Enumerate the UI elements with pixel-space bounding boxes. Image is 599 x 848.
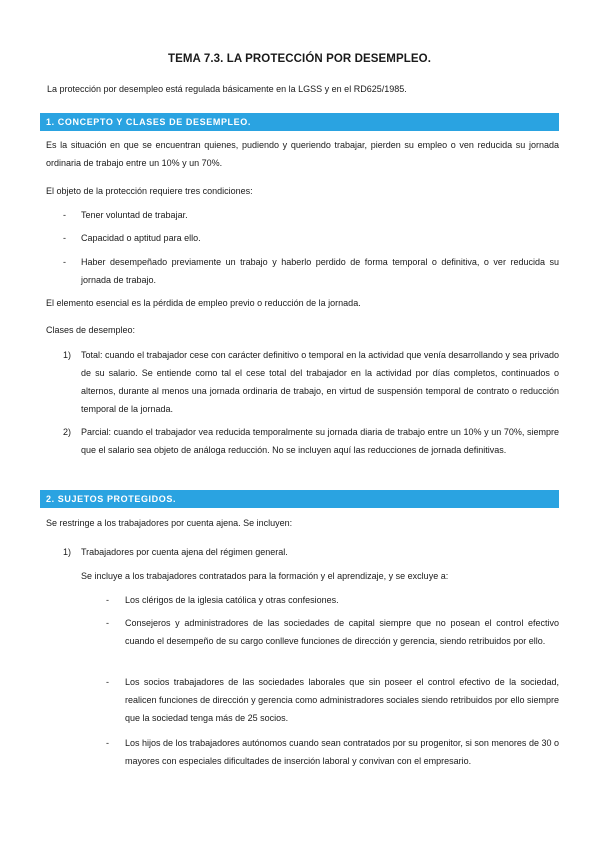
condition-item: Haber desempeñado previamente un trabajo y haberlo perdido de forma temporal o definitiva, o ver reducida su jornada de trabajo. [81, 257, 559, 285]
section-2-heading: 2. SUJETOS PROTEGIDOS. [40, 490, 559, 508]
intro-paragraph: La protección por desempleo está regulada básicamente en la LGSS y en el RD625/1985. [47, 84, 407, 94]
page-title: TEMA 7.3. LA PROTECCIÓN POR DESEMPLEO. [167, 53, 431, 65]
object-intro: El objeto de la protección requiere tres condiciones: [46, 186, 253, 196]
condition-item: Tener voluntad de trabajar. [81, 210, 188, 220]
dash-marker: - [63, 257, 66, 267]
excluded-item: Los clérigos de la iglesia católica y otras confesiones. [125, 595, 339, 605]
class-item-partial: Parcial: cuando el trabajador vea reducida temporalmente su jornada diaria de trabajo entre un 10% y un 70%, siempre que el salario sea objeto de análoga reducción. No se incluyen aquí las reducciones de jornada definitivas. [81, 427, 559, 455]
dash-marker: - [63, 233, 66, 243]
dash-marker: - [106, 677, 109, 687]
dash-marker: - [63, 210, 66, 220]
list-number: 1) [63, 547, 72, 557]
class-item-total: Total: cuando el trabajador cese con carácter definitivo o temporal en la actividad que venía desarrollando y sea privado de su salario. Se entiende como tal el cese total del trabajador en la actividad por días completos, continuados o alternos, durante al menos una jornada ordinaria de trabajo, en virtud de suspensión temporal de contrato o reducción temporal de la jornada. [81, 350, 559, 414]
condition-item: Capacidad o aptitud para ello. [81, 233, 201, 243]
list-number: 2) [63, 427, 72, 437]
list-number: 1) [63, 350, 72, 360]
definition-paragraph: Es la situación en que se encuentran quienes, pudiendo y queriendo trabajar, pierden su empleo o ven reducida su jornada ordinaria de trabajo entre un 10% y un 70%. [46, 140, 559, 168]
includes-paragraph: Se incluye a los trabajadores contratados para la formación y el aprendizaje, y se excluye a: [81, 571, 449, 581]
protected-item: Trabajadores por cuenta ajena del régimen general. [81, 547, 288, 557]
section-2-intro: Se restringe a los trabajadores por cuenta ajena. Se incluyen: [46, 518, 293, 528]
excluded-item: Los hijos de los trabajadores autónomos cuando sean contratados por su progenitor, si son menores de 30 o mayores con especiales dificultades de inserción laboral y convivan con el empresario. [125, 738, 559, 766]
essential-paragraph: El elemento esencial es la pérdida de empleo previo o reducción de la jornada. [46, 298, 361, 308]
excluded-item: Consejeros y administradores de las sociedades de capital siempre que no posean el control efectivo cuando el desempeño de su cargo conlleve funciones de dirección y gerencia, siendo retribuidos por ello. [125, 618, 559, 646]
dash-marker: - [106, 738, 109, 748]
section-1-heading: 1. CONCEPTO Y CLASES DE DESEMPLEO. [40, 113, 559, 131]
excluded-item: Los socios trabajadores de las sociedades laborales que sin poseer el control efectivo de la sociedad, realicen funciones de dirección y gerencia como administradores sociales siendo retribuidos por ello siempre que la sociedad tenga más de 25 socios. [125, 677, 559, 723]
classes-intro: Clases de desempleo: [46, 325, 136, 335]
dash-marker: - [106, 595, 109, 605]
dash-marker: - [106, 618, 109, 628]
